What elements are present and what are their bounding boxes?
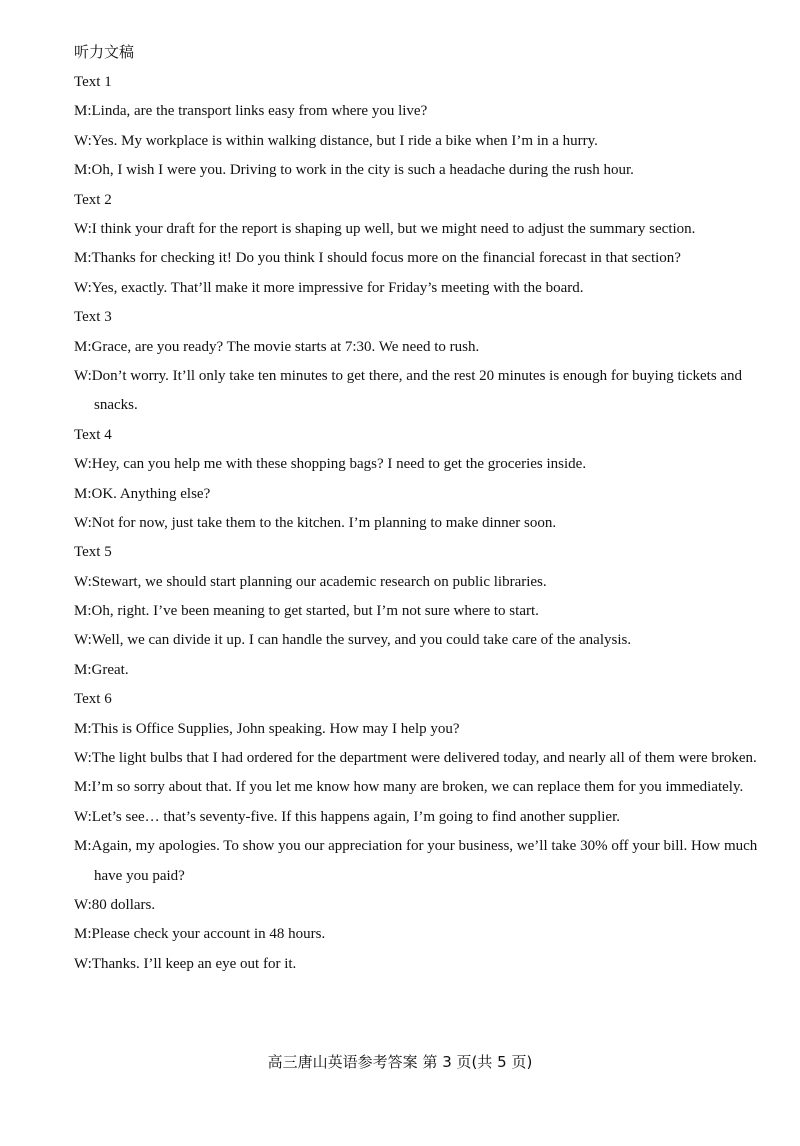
speaker-label: M :	[74, 486, 92, 502]
dialogue-text: Stewart, we should start planning our academic research on public libraries.	[91, 573, 547, 590]
speaker-label: W :	[74, 133, 92, 149]
speaker-label: M :	[74, 662, 92, 678]
speaker-label: W :	[74, 632, 92, 648]
section-heading: Text 1	[74, 74, 112, 90]
speaker-label: W :	[74, 897, 92, 913]
speaker-label: W :	[74, 280, 92, 296]
speaker-label: M :	[74, 926, 92, 942]
speaker-label: W :	[74, 750, 92, 766]
dialogue-text: Thanks for checking it! Do you think I should focus more on the financial forecast in that section?	[91, 250, 681, 267]
dialogue-text: Great.	[91, 661, 129, 678]
dialogue-line	[74, 450, 774, 479]
hanging-paragraph	[74, 832, 774, 891]
speaker-label: W :	[74, 456, 92, 472]
section-heading: Text 5	[74, 544, 112, 561]
dialogue-line	[74, 480, 774, 509]
dialogue-text: Hey, can you help me with these shopping bags? I need to get the groceries inside.	[91, 456, 587, 473]
dialogue-text: Again, my apologies. To show you our appreciation for your business, we’ll take 30% off your bill. How much have you paid?	[91, 838, 758, 884]
dialogue-line	[74, 744, 774, 773]
speaker-label: W :	[74, 221, 92, 237]
dialogue-text: Linda, are the transport links easy from where you live?	[91, 103, 428, 120]
section-heading: Text 3	[74, 309, 112, 326]
dialogue-text: Not for now, just take them to the kitchen. I’m planning to make dinner soon.	[91, 514, 557, 531]
dialogue-text: The light bulbs that I had ordered for the department were delivered today, and nearly all of them were broken.	[91, 750, 757, 767]
dialogue-text: Let’s see… that’s seventy-five. If this happens again, I’m going to find another supplier.	[91, 808, 620, 825]
dialogue-line	[74, 215, 774, 244]
dialogue-line	[74, 127, 774, 156]
section-heading: Text 6	[74, 691, 112, 708]
page-title: 听力文稿	[74, 43, 135, 61]
dialogue-line	[74, 97, 774, 126]
dialogue-text: Well, we can divide it up. I can handle the survey, and you could take care of the analysis.	[91, 632, 632, 649]
dialogue-text: Thanks. I’ll keep an eye out for it.	[91, 955, 297, 972]
dialogue-line	[74, 509, 774, 538]
dialogue-text: Yes. My workplace is within walking distance, but I ride a bike when I’m in a hurry.	[91, 132, 598, 149]
dialogue-text: I’m so sorry about that. If you let me know how many are broken, we can replace them for you immediately.	[91, 779, 744, 796]
dialogue-text: Please check your account in 48 hours.	[91, 926, 326, 943]
dialogue-line	[74, 626, 774, 655]
section-heading: Text 2	[74, 191, 112, 208]
hanging-paragraph	[74, 744, 774, 773]
dialogue-text: 80 dollars.	[91, 897, 156, 914]
dialogue-text: OK. Anything else?	[91, 485, 211, 502]
dialogue-line	[74, 362, 774, 421]
dialogue-line	[74, 333, 774, 362]
speaker-label: W :	[74, 956, 92, 972]
speaker-label: M :	[74, 779, 92, 795]
page-footer: 高三唐山英语参考答案 第 3 页(共 5 页)	[267, 1053, 533, 1071]
speaker-label: M :	[74, 250, 92, 266]
dialogue-line	[74, 891, 774, 920]
transcript	[74, 68, 774, 979]
speaker-label: M :	[74, 838, 92, 854]
speaker-label: M :	[74, 603, 92, 619]
speaker-label: M :	[74, 339, 92, 355]
dialogue-line	[74, 803, 774, 832]
dialogue-line	[74, 274, 774, 303]
dialogue-line	[74, 950, 774, 979]
dialogue-line	[74, 244, 774, 273]
speaker-label: M :	[74, 721, 92, 737]
dialogue-text: I think your draft for the report is shaping up well, but we might need to adjust the summary section.	[91, 220, 696, 237]
dialogue-line	[74, 597, 774, 626]
dialogue-line	[74, 656, 774, 685]
dialogue-line	[74, 773, 774, 802]
dialogue-text: Yes, exactly. That’ll make it more impressive for Friday’s meeting with the board.	[91, 279, 584, 296]
dialogue-text: Oh, right. I’ve been meaning to get started, but I’m not sure where to start.	[91, 603, 539, 620]
dialogue-line	[74, 156, 774, 185]
section-heading: Text 4	[74, 426, 112, 443]
dialogue-line	[74, 568, 774, 597]
dialogue-text: Oh, I wish I were you. Driving to work in the city is such a headache during the rush hour.	[91, 162, 634, 179]
dialogue-line	[74, 920, 774, 949]
speaker-label: W :	[74, 368, 92, 384]
dialogue-text: This is Office Supplies, John speaking. How may I help you?	[91, 720, 460, 737]
hanging-paragraph	[74, 362, 774, 421]
speaker-label: W :	[74, 574, 92, 590]
dialogue-line	[74, 715, 774, 744]
speaker-label: W :	[74, 515, 92, 531]
dialogue-text: Grace, are you ready? The movie starts at 7:30. We need to rush.	[91, 338, 480, 355]
dialogue-line	[74, 832, 774, 891]
dialogue-text: Don’t worry. It’ll only take ten minutes to get there, and the rest 20 minutes is enough for buying tickets and snacks.	[91, 367, 743, 414]
speaker-label: M :	[74, 103, 92, 119]
hanging-paragraph	[74, 773, 774, 802]
speaker-label: M :	[74, 162, 92, 178]
speaker-label: W :	[74, 809, 92, 825]
